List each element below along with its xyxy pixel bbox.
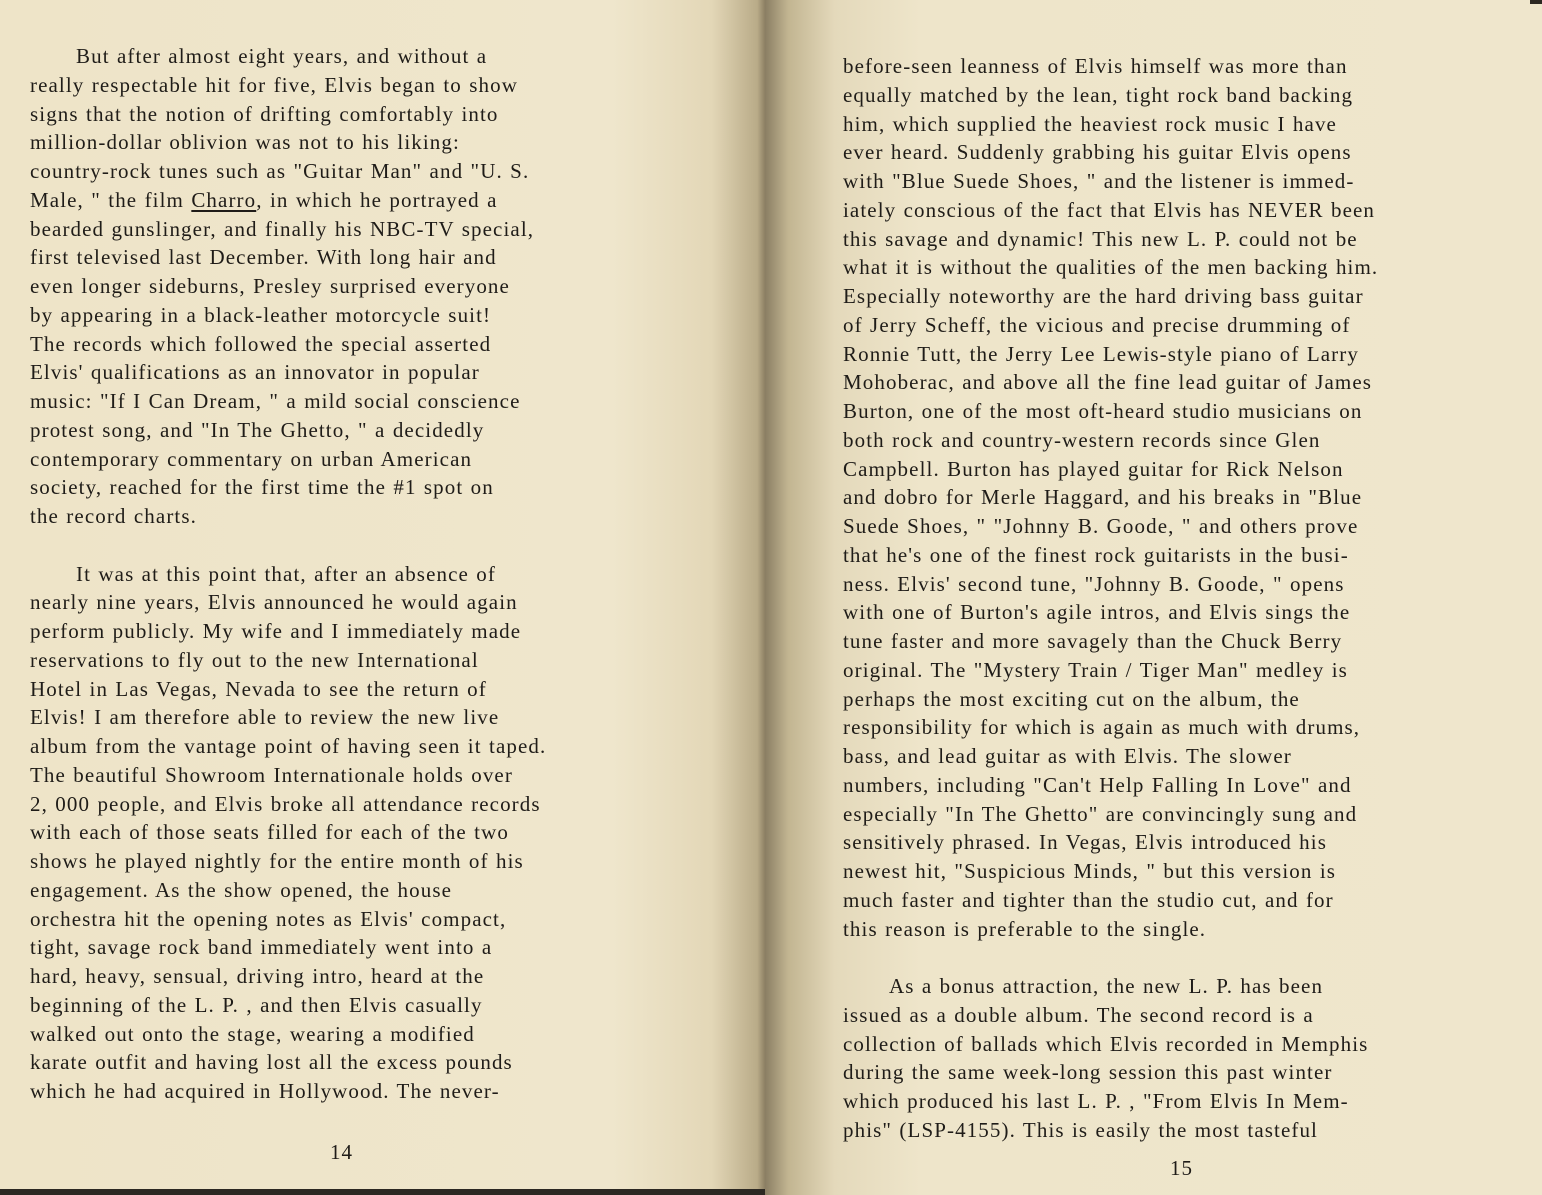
text-line: equally matched by the lean, tight rock band backing [843,82,1354,107]
text-line: responsibility for which is again as much with drums, [843,715,1361,740]
text-line: the record charts. [30,504,197,528]
text-line: what it is without the qualities of the men backing him. [843,255,1379,280]
page-edge [0,1189,765,1195]
text-line: Hotel in Las Vegas, Nevada to see the return of [30,676,487,701]
text-line: this savage and dynamic! This new L. P. could not be [843,226,1358,251]
text-line: perhaps the most exciting cut on the album, the [843,686,1300,711]
right-page-text [843,52,1538,1145]
text-line: ever heard. Suddenly grabbing his guitar Elvis opens [843,140,1352,165]
text-line: nearly nine years, Elvis announced he would again [30,590,518,615]
text-line: of Jerry Scheff, the vicious and precise drumming of [843,312,1351,337]
text-line: shows he played nightly for the entire month of his [30,849,524,873]
left-page [0,0,765,1195]
text-line: perform publicly. My wife and I immediately made [30,619,522,643]
text-line: iately conscious of the fact that Elvis has NEVER been [843,197,1376,222]
right-page [765,0,1542,1195]
page-edge [1530,0,1542,4]
page-number: 14 [330,1140,353,1164]
text-line: protest song, and "In The Ghetto, " a decidedly [30,417,485,442]
text-line: Elvis! I am therefore able to review the new live [30,705,500,730]
text-line: bearded gunslinger, and finally his NBC-TV special, [30,216,535,241]
left-page-text [30,42,730,1106]
text-line: But after almost eight years, and without a [76,44,488,68]
text-line: Male, " the film Charro, in which he portrayed a [30,187,498,212]
text-line: original. The "Mystery Train / Tiger Man" medley is [843,657,1348,682]
text-line: much faster and tighter than the studio cut, and for [843,887,1334,912]
text-line: reservations to fly out to the new International [30,647,479,672]
text-line: 2, 000 people, and Elvis broke all attendance records [30,791,541,816]
text-line: Ronnie Tutt, the Jerry Lee Lewis-style piano of Larry [843,341,1359,366]
text-line: with "Blue Suede Shoes, " and the listener is immed- [843,169,1355,193]
text-line: collection of ballads which Elvis recorded in Memphis [843,1031,1369,1056]
text-line: contemporary commentary on urban American [30,446,473,471]
text-line: before-seen leanness of Elvis himself was more than [843,54,1348,78]
text-line: issued as a double album. The second record is a [843,1002,1314,1027]
text-line: Suede Shoes, " "Johnny B. Goode, " and others prove [843,514,1359,538]
paragraph [843,972,1538,1145]
text-line: that he's one of the finest rock guitarists in the busi- [843,542,1349,567]
text-line: As a bonus attraction, the new L. P. has been [889,974,1324,998]
text-line: bass, and lead guitar as with Elvis. The slower [843,744,1292,768]
text-line: hard, heavy, sensual, driving intro, heard at the [30,964,485,988]
text-line: Burton, one of the most oft-heard studio musicians on [843,399,1363,423]
text-line: million-dollar oblivion was not to his liking: [30,130,460,155]
film-title: Charro [191,187,257,212]
text-line: The records which followed the special asserted [30,331,492,356]
text-line: especially "In The Ghetto" are convincingly sung and [843,801,1358,826]
text-line: tune faster and more savagely than the Chuck Berry [843,629,1343,653]
text-line: with each of those seats filled for each of the two [30,820,509,845]
text-line: karate outfit and having lost all the excess pounds [30,1050,513,1075]
text-line: beginning of the L. P. , and then Elvis casually [30,992,483,1017]
text-line: It was at this point that, after an absence of [76,561,496,586]
text-line: both rock and country-western records since Glen [843,427,1321,452]
text-line: Elvis' qualifications as an innovator in popular [30,360,480,385]
paragraph [843,52,1538,943]
text-line: newest hit, "Suspicious Minds, " but this version is [843,859,1337,883]
text-line: him, which supplied the heaviest rock music I have [843,111,1337,136]
text-line: album from the vantage point of having seen it taped. [30,734,547,758]
page-number: 15 [1170,1156,1193,1180]
text-line: signs that the notion of drifting comfortably into [30,101,499,126]
text-line: The beautiful Showroom Internationale holds over [30,762,513,787]
text-line: during the same week-long session this past winter [843,1060,1333,1085]
text-line: sensitively phrased. In Vegas, Elvis introduced his [843,830,1327,855]
text-line: walked out onto the stage, wearing a modified [30,1021,475,1046]
text-line: Campbell. Burton has played guitar for Rick Nelson [843,456,1344,481]
text-line: music: "If I Can Dream, " a mild social conscience [30,389,521,413]
text-line: orchestra hit the opening notes as Elvis' compact, [30,906,507,931]
text-line: phis" (LSP-4155). This is easily the most tasteful [843,1117,1318,1142]
text-line: by appearing in a black-leather motorcycle suit! [30,302,492,327]
text-line: this reason is preferable to the single. [843,916,1207,941]
text-line: and dobro for Merle Haggard, and his breaks in "Blue [843,485,1363,510]
text-line: first televised last December. With long hair and [30,245,497,270]
text-line: ness. Elvis' second tune, "Johnny B. Goode, " opens [843,571,1345,596]
text-line: even longer sideburns, Presley surprised everyone [30,274,510,298]
text-line: country-rock tunes such as "Guitar Man" and "U. S. [30,159,530,183]
text-line: engagement. As the show opened, the house [30,877,453,902]
text-line: society, reached for the first time the #1 spot on [30,475,494,500]
text-line: Especially noteworthy are the hard driving bass guitar [843,284,1364,308]
paragraph [30,42,730,531]
text-line: Mohoberac, and above all the fine lead guitar of James [843,370,1373,395]
paragraph [30,560,730,1106]
text-line: really respectable hit for five, Elvis began to show [30,72,518,97]
text-line: with one of Burton's agile intros, and Elvis sings the [843,600,1351,625]
text-line: tight, savage rock band immediately went into a [30,935,493,960]
text-line: which produced his last L. P. , "From Elvis In Mem- [843,1089,1349,1113]
text-line: numbers, including "Can't Help Falling In Love" and [843,772,1352,797]
text-line: which he had acquired in Hollywood. The never- [30,1079,500,1103]
